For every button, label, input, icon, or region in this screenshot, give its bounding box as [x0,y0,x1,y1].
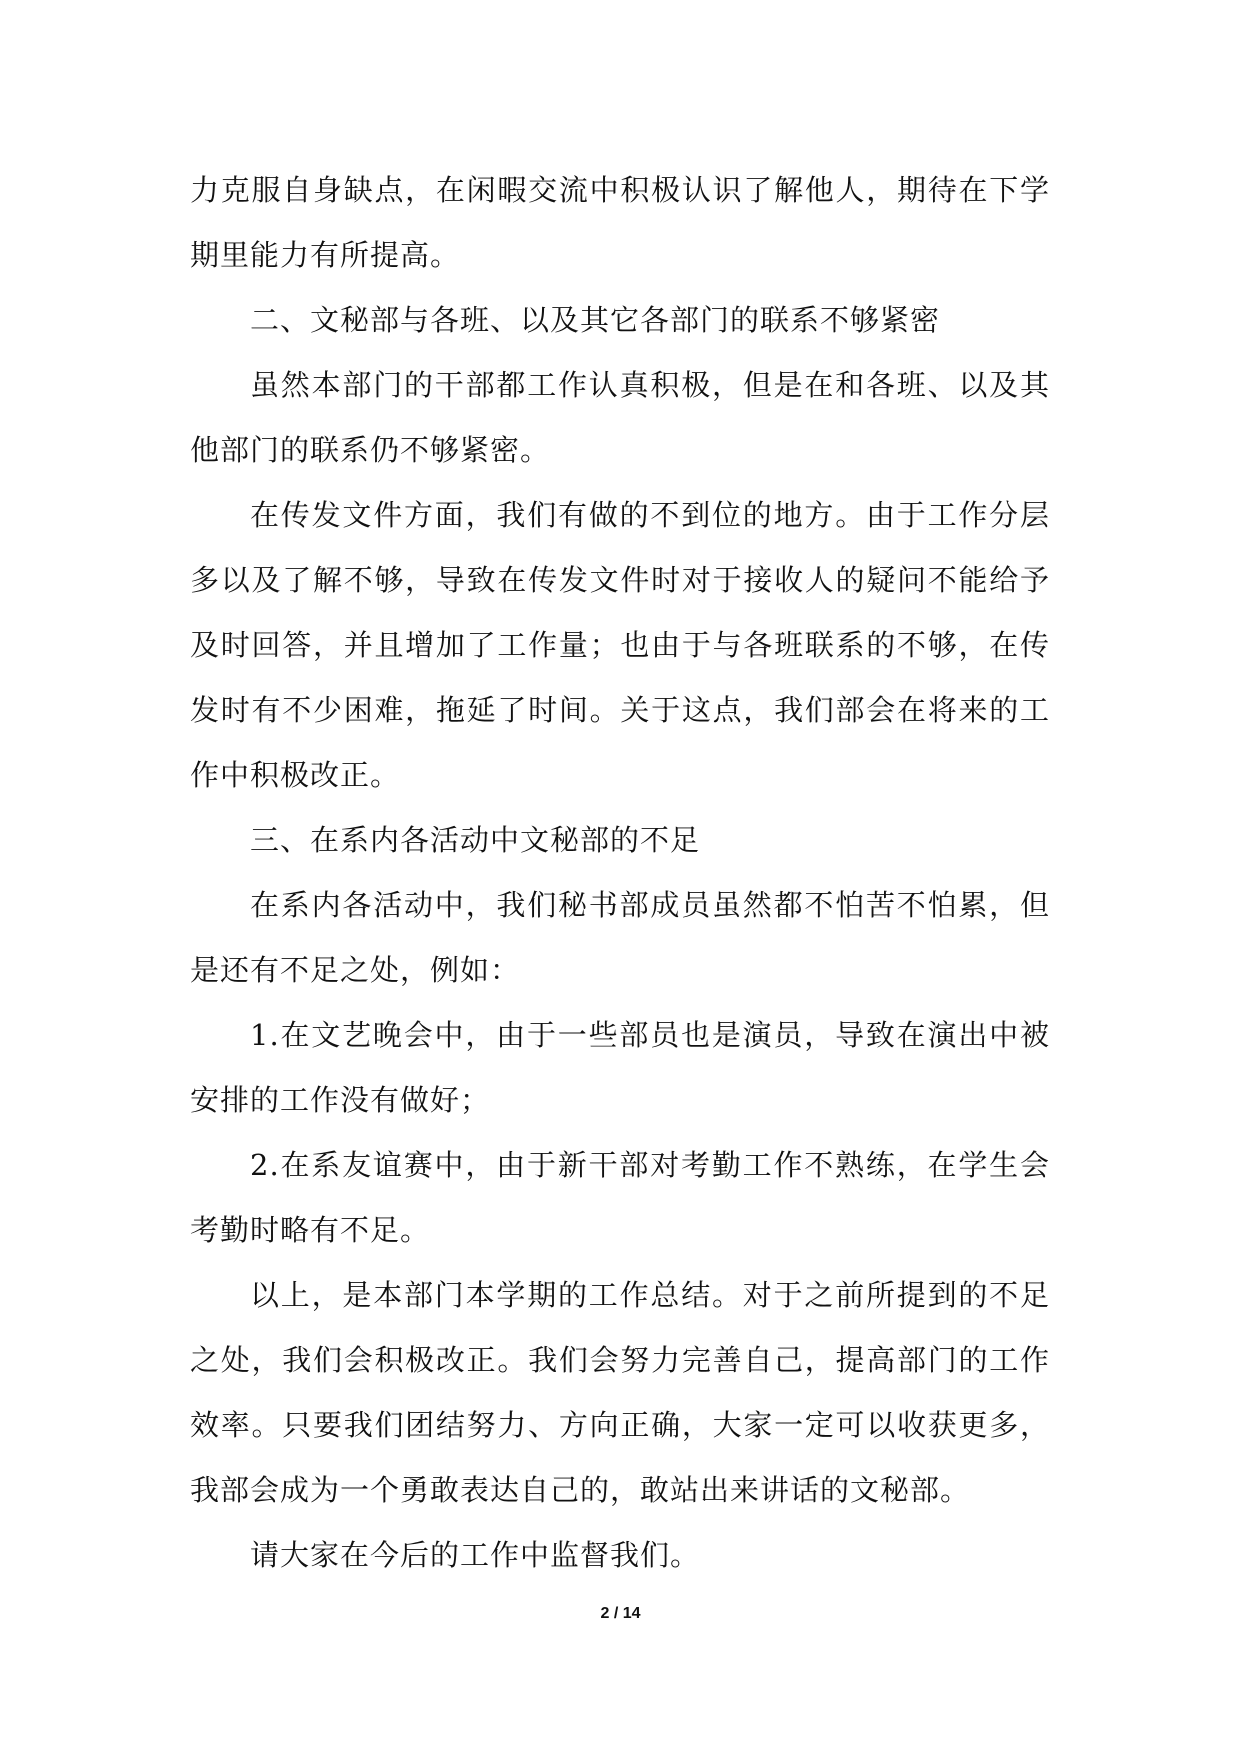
paragraph-continuation: 力克服自身缺点，在闲暇交流中积极认识了解他人，期待在下学期里能力有所提高。 [190,173,1050,272]
section-heading-3: 三、在系内各活动中文秘部的不足 [250,823,701,857]
paragraph: 以上，是本部门本学期的工作总结。对于之前所提到的不足之处，我们会积极改正。我们会努力完善自己，提高部门的工作效率。只要我们团结努力、方向正确，大家一定可以收获更多，我部会成为一个勇敢表达自己的，敢站出来讲话的文秘部。 [190,1278,1050,1507]
paragraph: 在传发文件方面，我们有做的不到位的地方。由于工作分层多以及了解不够，导致在传发文件时对于接收人的疑问不能给予及时回答，并且增加了工作量；也由于与各班联系的不够，在传发时有不少困难，拖延了时间。关于这点，我们部会在将来的工作中积极改正。 [190,498,1050,792]
page-number: 2 / 14 [600,1605,641,1622]
section-heading-2: 二、文秘部与各班、以及其它各部门的联系不够紧密 [250,303,941,337]
list-item: 1.在文艺晚会中，由于一些部员也是演员，导致在演出中被安排的工作没有做好； [190,1018,1050,1117]
paragraph: 虽然本部门的干部都工作认真积极，但是在和各班、以及其他部门的联系仍不够紧密。 [190,368,1050,467]
paragraph: 请大家在今后的工作中监督我们。 [250,1538,701,1572]
document-body [190,158,1050,1588]
paragraph: 在系内各活动中，我们秘书部成员虽然都不怕苦不怕累，但是还有不足之处，例如： [190,888,1050,987]
list-item: 2.在系友谊赛中，由于新干部对考勤工作不熟练，在学生会考勤时略有不足。 [190,1148,1050,1247]
